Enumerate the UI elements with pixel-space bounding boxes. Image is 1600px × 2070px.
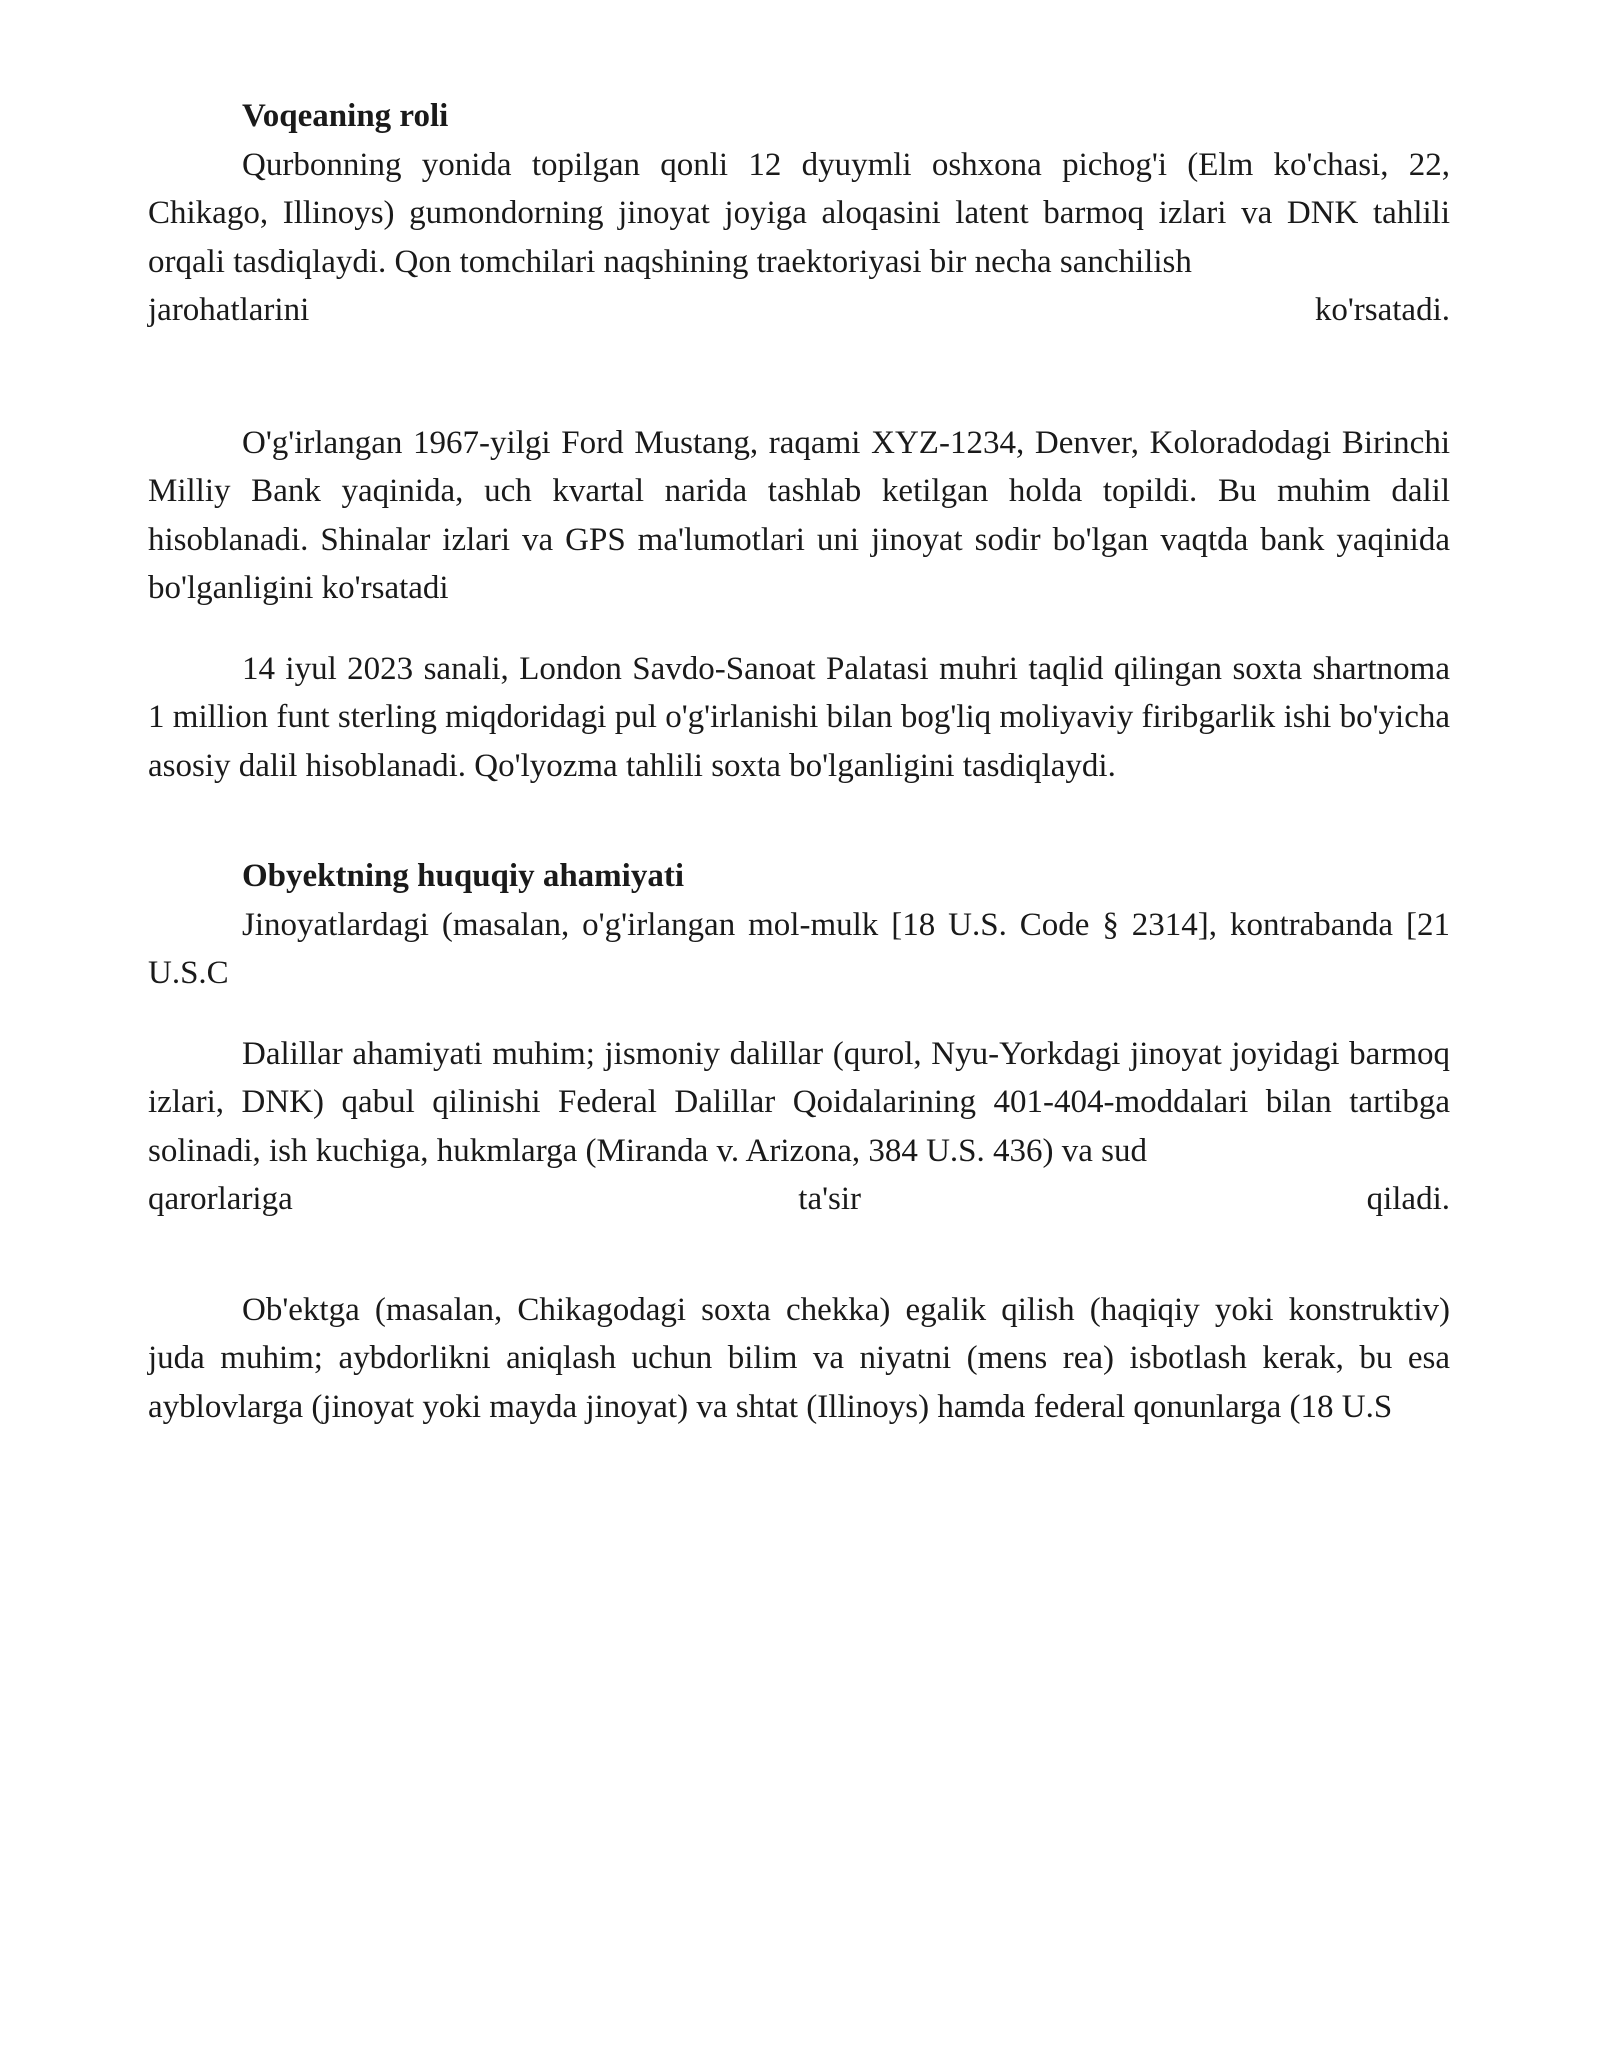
paragraph-stolen-car: O'g'irlangan 1967-yilgi Ford Mustang, raqami XYZ-1234, Denver, Koloradodagi Birinchi Milliy Bank yaqinida, uch kvartal narida tashlab ketilgan holda topildi. Bu muhim dalil hisoblanadi. Shinalar izlari va GPS ma'lumotlari uni jinoyat sodir bo'lgan vaqtda bank yaqinida bo'lganligini ko'rsatadi — [148, 424, 1450, 606]
paragraph-knife-evidence — [148, 141, 1450, 287]
paragraph-crimes-examples: Jinoyatlardagi (masalan, o'g'irlangan mol-mulk [18 U.S. Code § 2314], kontrabanda [21 U.S.C — [148, 906, 1450, 991]
paragraph-knife-evidence-last-line: jarohatlarini ko'rsatadi. — [148, 292, 1450, 328]
section-heading-obyektning-huquqiy-ahamiyati: Obyektning huquqiy ahamiyati — [242, 858, 684, 894]
paragraph-knife-evidence-main: Qurbonning yonida topilgan qonli 12 dyuymli oshxona pichog'i (Elm ko'chasi, 22, Chikago, Illinoys) gumondorning jinoyat joyiga aloqasini latent barmoq izlari va DNK tahlili orqali tasdiqlaydi. Qon tomchilari naqshining traektoriyasi bir necha sanchilish — [148, 146, 1450, 280]
section-heading-voqeaning-roli: Voqeaning roli — [242, 98, 449, 134]
document-page — [148, 92, 1450, 1431]
paragraph-possession: Ob'ektga (masalan, Chikagodagi soxta chekka) egalik qilish (haqiqiy yoki konstruktiv) juda muhim; aybdorlikni aniqlash uchun bilim va niyatni (mens rea) isbotlash kerak, bu esa ayblovlarga (jinoyat yoki mayda jinoyat) va shtat (Illinoys) hamda federal qonunlarga (18 U.S — [148, 1291, 1450, 1425]
paragraph-evidence-significance-main: Dalillar ahamiyati muhim; jismoniy dalillar (qurol, Nyu-Yorkdagi jinoyat joyidagi barmoq izlari, DNK) qabul qilinishi Federal Dalillar Qoidalarining 401-404-moddalari bilan tartibga solinadi, ish kuchiga, hukmlarga (Miranda v. Arizona, 384 U.S. 436) va sud — [148, 1035, 1450, 1169]
paragraph-evidence-significance — [148, 1030, 1450, 1176]
paragraph-evidence-significance-last-line: qarorlariga ta'sir qiladi. — [148, 1181, 1450, 1217]
paragraph-forged-contract: 14 iyul 2023 sanali, London Savdo-Sanoat Palatasi muhri taqlid qilingan soxta shartnoma 1 million funt sterling miqdoridagi pul o'g'irlanishi bilan bog'liq moliyaviy firibgarlik ishi bo'yicha asosiy dalil hisoblanadi. Qo'lyozma tahlili soxta bo'lganligini tasdiqlaydi. — [148, 650, 1450, 784]
